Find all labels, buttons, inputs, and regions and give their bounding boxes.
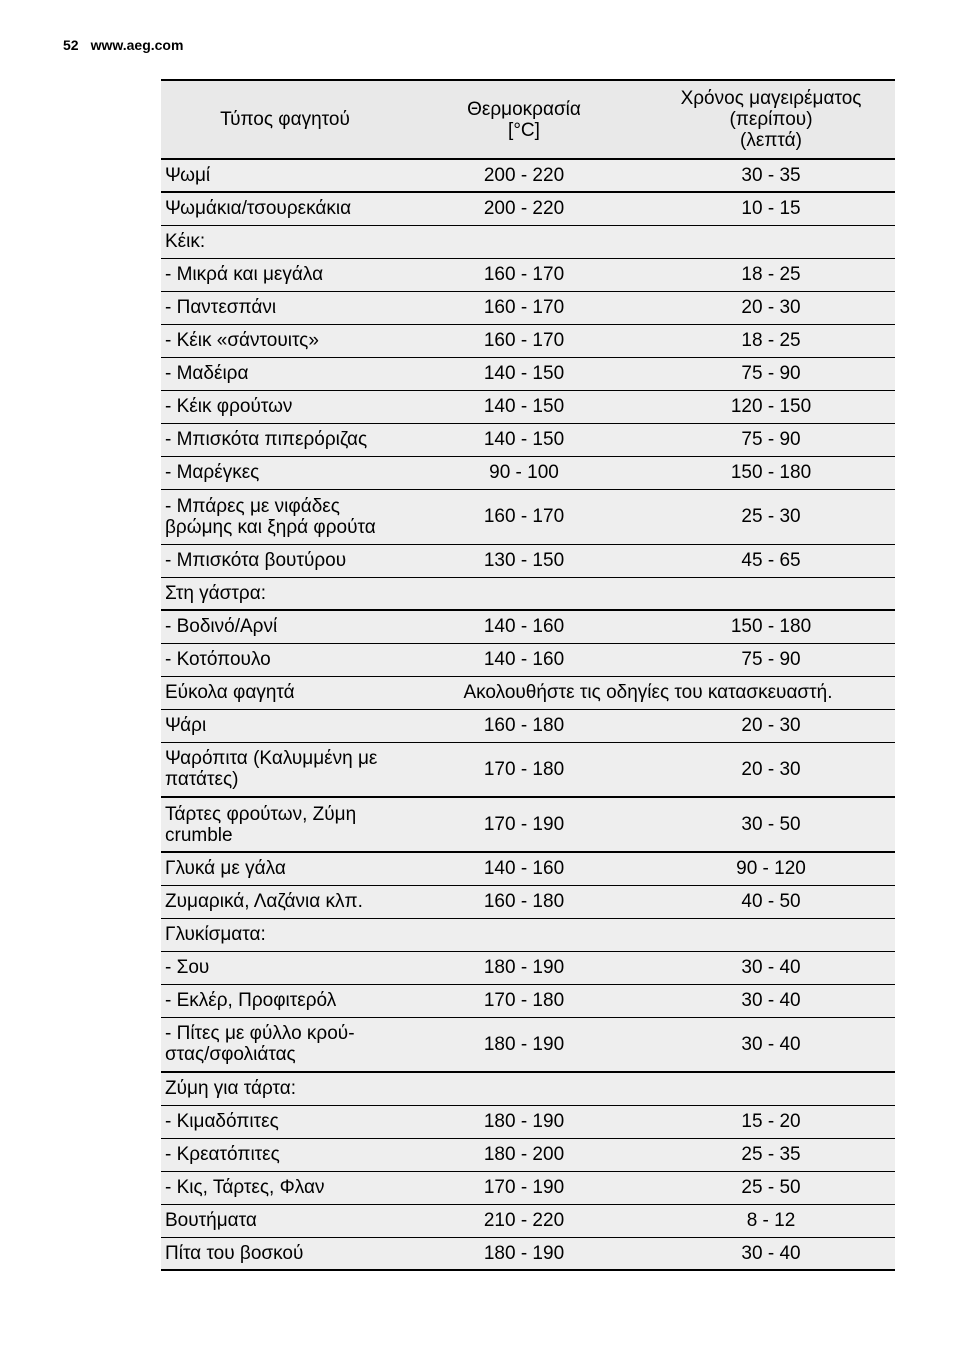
cooking-time-cell: 75 - 90 [741,363,801,384]
cooking-time-cell: 150 - 180 [730,616,812,638]
column-header-temperature: Θερμοκρασία [°C] [467,98,581,141]
cooking-time-cell: 30 - 35 [741,165,801,186]
cooking-time-cell: 90 - 120 [736,858,806,880]
cooking-time-cell: 45 - 65 [741,550,801,571]
temperature-cell: 140 - 150 [483,396,565,417]
food-type-cell: Ζυμαρικά, Λαζάνια κλπ. [165,891,363,912]
table-row [161,918,895,951]
food-type-cell: - Μικρά και μεγάλα [165,264,324,285]
temperature-cell: 170 - 180 [483,990,565,1011]
table-row [161,1171,895,1204]
food-type-cell: Γλυκίσματα: [165,924,266,945]
cooking-time-cell: 20 - 30 [741,758,801,780]
table-row [161,291,895,324]
cooking-time-cell: 18 - 25 [741,264,801,285]
table-row [161,797,895,852]
table-row [161,709,895,742]
table-row [161,852,895,885]
table-row [161,192,895,225]
table-row [161,324,895,357]
food-type-cell: - Κοτόπουλο [165,649,271,670]
cooking-time-cell: 30 - 40 [741,957,801,978]
temperature-cell: 140 - 160 [483,616,565,638]
instruction-note-cell: Ακολουθήστε τις οδηγίες του κατασκευαστή. [463,682,833,703]
food-type-cell: - Μαδέιρα [165,363,249,384]
table-row [161,159,895,192]
table-row [161,456,895,489]
table-row [161,885,895,918]
food-type-cell: Ζύμη για τάρτα: [165,1078,297,1100]
temperature-cell: 160 - 180 [483,715,565,736]
temperature-cell [401,1072,647,1105]
food-type-cell: - Μπισκότα βουτύρου [165,550,347,571]
cooking-time-cell: 20 - 30 [741,715,801,736]
cooking-time-cell: 75 - 90 [741,429,801,450]
cooking-time-cell: 25 - 50 [741,1177,801,1198]
table-row [161,1204,895,1237]
temperature-cell: 160 - 170 [483,330,565,351]
table-header [161,80,895,159]
page-header [63,37,183,53]
temperature-cell: 170 - 180 [483,758,565,780]
cooking-time-cell: 18 - 25 [741,330,801,351]
temperature-cell: 180 - 190 [483,957,565,978]
temperature-cell: 140 - 160 [483,649,565,670]
table-row [161,390,895,423]
cooking-time-cell: 30 - 40 [741,1033,801,1055]
temperature-cell: 160 - 170 [483,264,565,285]
temperature-cell: 160 - 170 [483,506,565,527]
cooking-time-cell: 25 - 30 [741,506,801,527]
food-type-cell: - Κρεατόπιτες [165,1144,280,1165]
temperature-cell: 140 - 150 [483,429,565,450]
cooking-time-cell: 20 - 30 [741,297,801,318]
table-row [161,643,895,676]
table-row [161,423,895,456]
food-type-cell: Τάρτες φρούτων, Ζύμη crumble [165,803,357,846]
food-type-cell: Ψωμί [165,165,211,186]
temperature-cell [401,577,647,610]
cooking-table [161,79,895,1271]
table-row [161,984,895,1017]
cooking-time-cell: 30 - 40 [741,1242,801,1264]
temperature-cell: 180 - 190 [483,1111,565,1132]
table-row [161,1017,895,1072]
cooking-time-cell: 75 - 90 [741,649,801,670]
cooking-time-cell: 150 - 180 [730,462,812,483]
food-type-cell: Γλυκά με γάλα [165,858,286,880]
temperature-cell: 210 - 220 [483,1210,565,1231]
table-row [161,577,895,610]
table-row [161,544,895,577]
food-type-cell: - Μαρέγκες [165,462,260,483]
food-type-cell: - Σου [165,957,210,978]
table-row [161,1105,895,1138]
cooking-time-cell [647,918,895,951]
food-type-cell: - Κέικ «σάντουιτς» [165,330,319,351]
cooking-time-cell: 25 - 35 [741,1144,801,1165]
temperature-cell: 160 - 170 [483,297,565,318]
temperature-cell [401,225,647,258]
temperature-cell: 130 - 150 [483,550,565,571]
food-type-cell: - Εκλέρ, Προφιτερόλ [165,990,337,1011]
food-type-cell: Ψάρι [165,715,207,736]
cooking-time-cell: 10 - 15 [741,198,801,220]
food-type-cell: - Πίτες με φύλλο κρού- στας/σφολιάτας [165,1023,355,1066]
cooking-time-cell: 8 - 12 [746,1210,796,1231]
food-type-cell: Ψαρόπιτα (Καλυμμένη με πατάτες) [165,748,378,791]
cooking-time-cell [647,225,895,258]
cooking-time-cell [647,1072,895,1105]
food-type-cell: Κέικ: [165,231,206,252]
temperature-cell: 200 - 220 [483,198,565,220]
food-type-cell: - Κις, Τάρτες, Φλαν [165,1177,325,1198]
table-row [161,357,895,390]
temperature-cell: 160 - 180 [483,891,565,912]
table-header-row [161,80,895,159]
temperature-cell: 170 - 190 [483,814,565,835]
cooking-time-cell: 15 - 20 [741,1111,801,1132]
food-type-cell: - Μπάρες με νιφάδες βρώμης και ξηρά φρούτα [165,495,376,538]
food-type-cell: Εύκολα φαγητά [165,682,295,703]
food-type-cell: - Κιμαδόπιτες [165,1111,279,1132]
cooking-time-cell [647,577,895,610]
temperature-cell: 140 - 160 [483,858,565,880]
food-type-cell: Πίτα του βοσκού [165,1242,304,1264]
column-header-food-type: Τύπος φαγητού [220,109,350,130]
table-row [161,489,895,544]
food-type-cell: - Κέικ φρούτων [165,396,293,417]
table-row [161,225,895,258]
temperature-cell: 180 - 190 [483,1242,565,1264]
page-number: 52 [63,37,79,53]
temperature-cell: 200 - 220 [483,165,565,186]
temperature-cell: 140 - 150 [483,363,565,384]
table-row [161,1237,895,1270]
table-row [161,610,895,643]
food-type-cell: Στη γάστρα: [165,582,266,604]
cooking-time-cell: 30 - 50 [741,814,801,835]
table-body [161,159,895,1270]
table-row [161,951,895,984]
site-url: www.aeg.com [90,37,184,53]
food-type-cell: Ψωμάκια/τσουρεκάκια [165,198,352,220]
cooking-time-cell: 40 - 50 [741,891,801,912]
food-type-cell: - Παντεσπάνι [165,297,277,318]
food-type-cell: - Μπισκότα πιπερόριζας [165,429,368,450]
table-row [161,742,895,797]
temperature-cell: 90 - 100 [489,462,559,483]
temperature-cell: 180 - 200 [483,1144,565,1165]
table-row [161,1072,895,1105]
cooking-time-cell: 120 - 150 [730,396,812,417]
table-row [161,676,895,709]
table-row [161,258,895,291]
column-header-cooking-time: Χρόνος μαγειρέματος (περίπου) (λεπτά) [680,88,862,151]
temperature-cell: 180 - 190 [483,1033,565,1055]
table-row [161,1138,895,1171]
temperature-cell [401,918,647,951]
food-type-cell: - Βοδινό/Αρνί [165,616,278,638]
cooking-time-cell: 30 - 40 [741,990,801,1011]
food-type-cell: Βουτήματα [165,1210,257,1231]
temperature-cell: 170 - 190 [483,1177,565,1198]
